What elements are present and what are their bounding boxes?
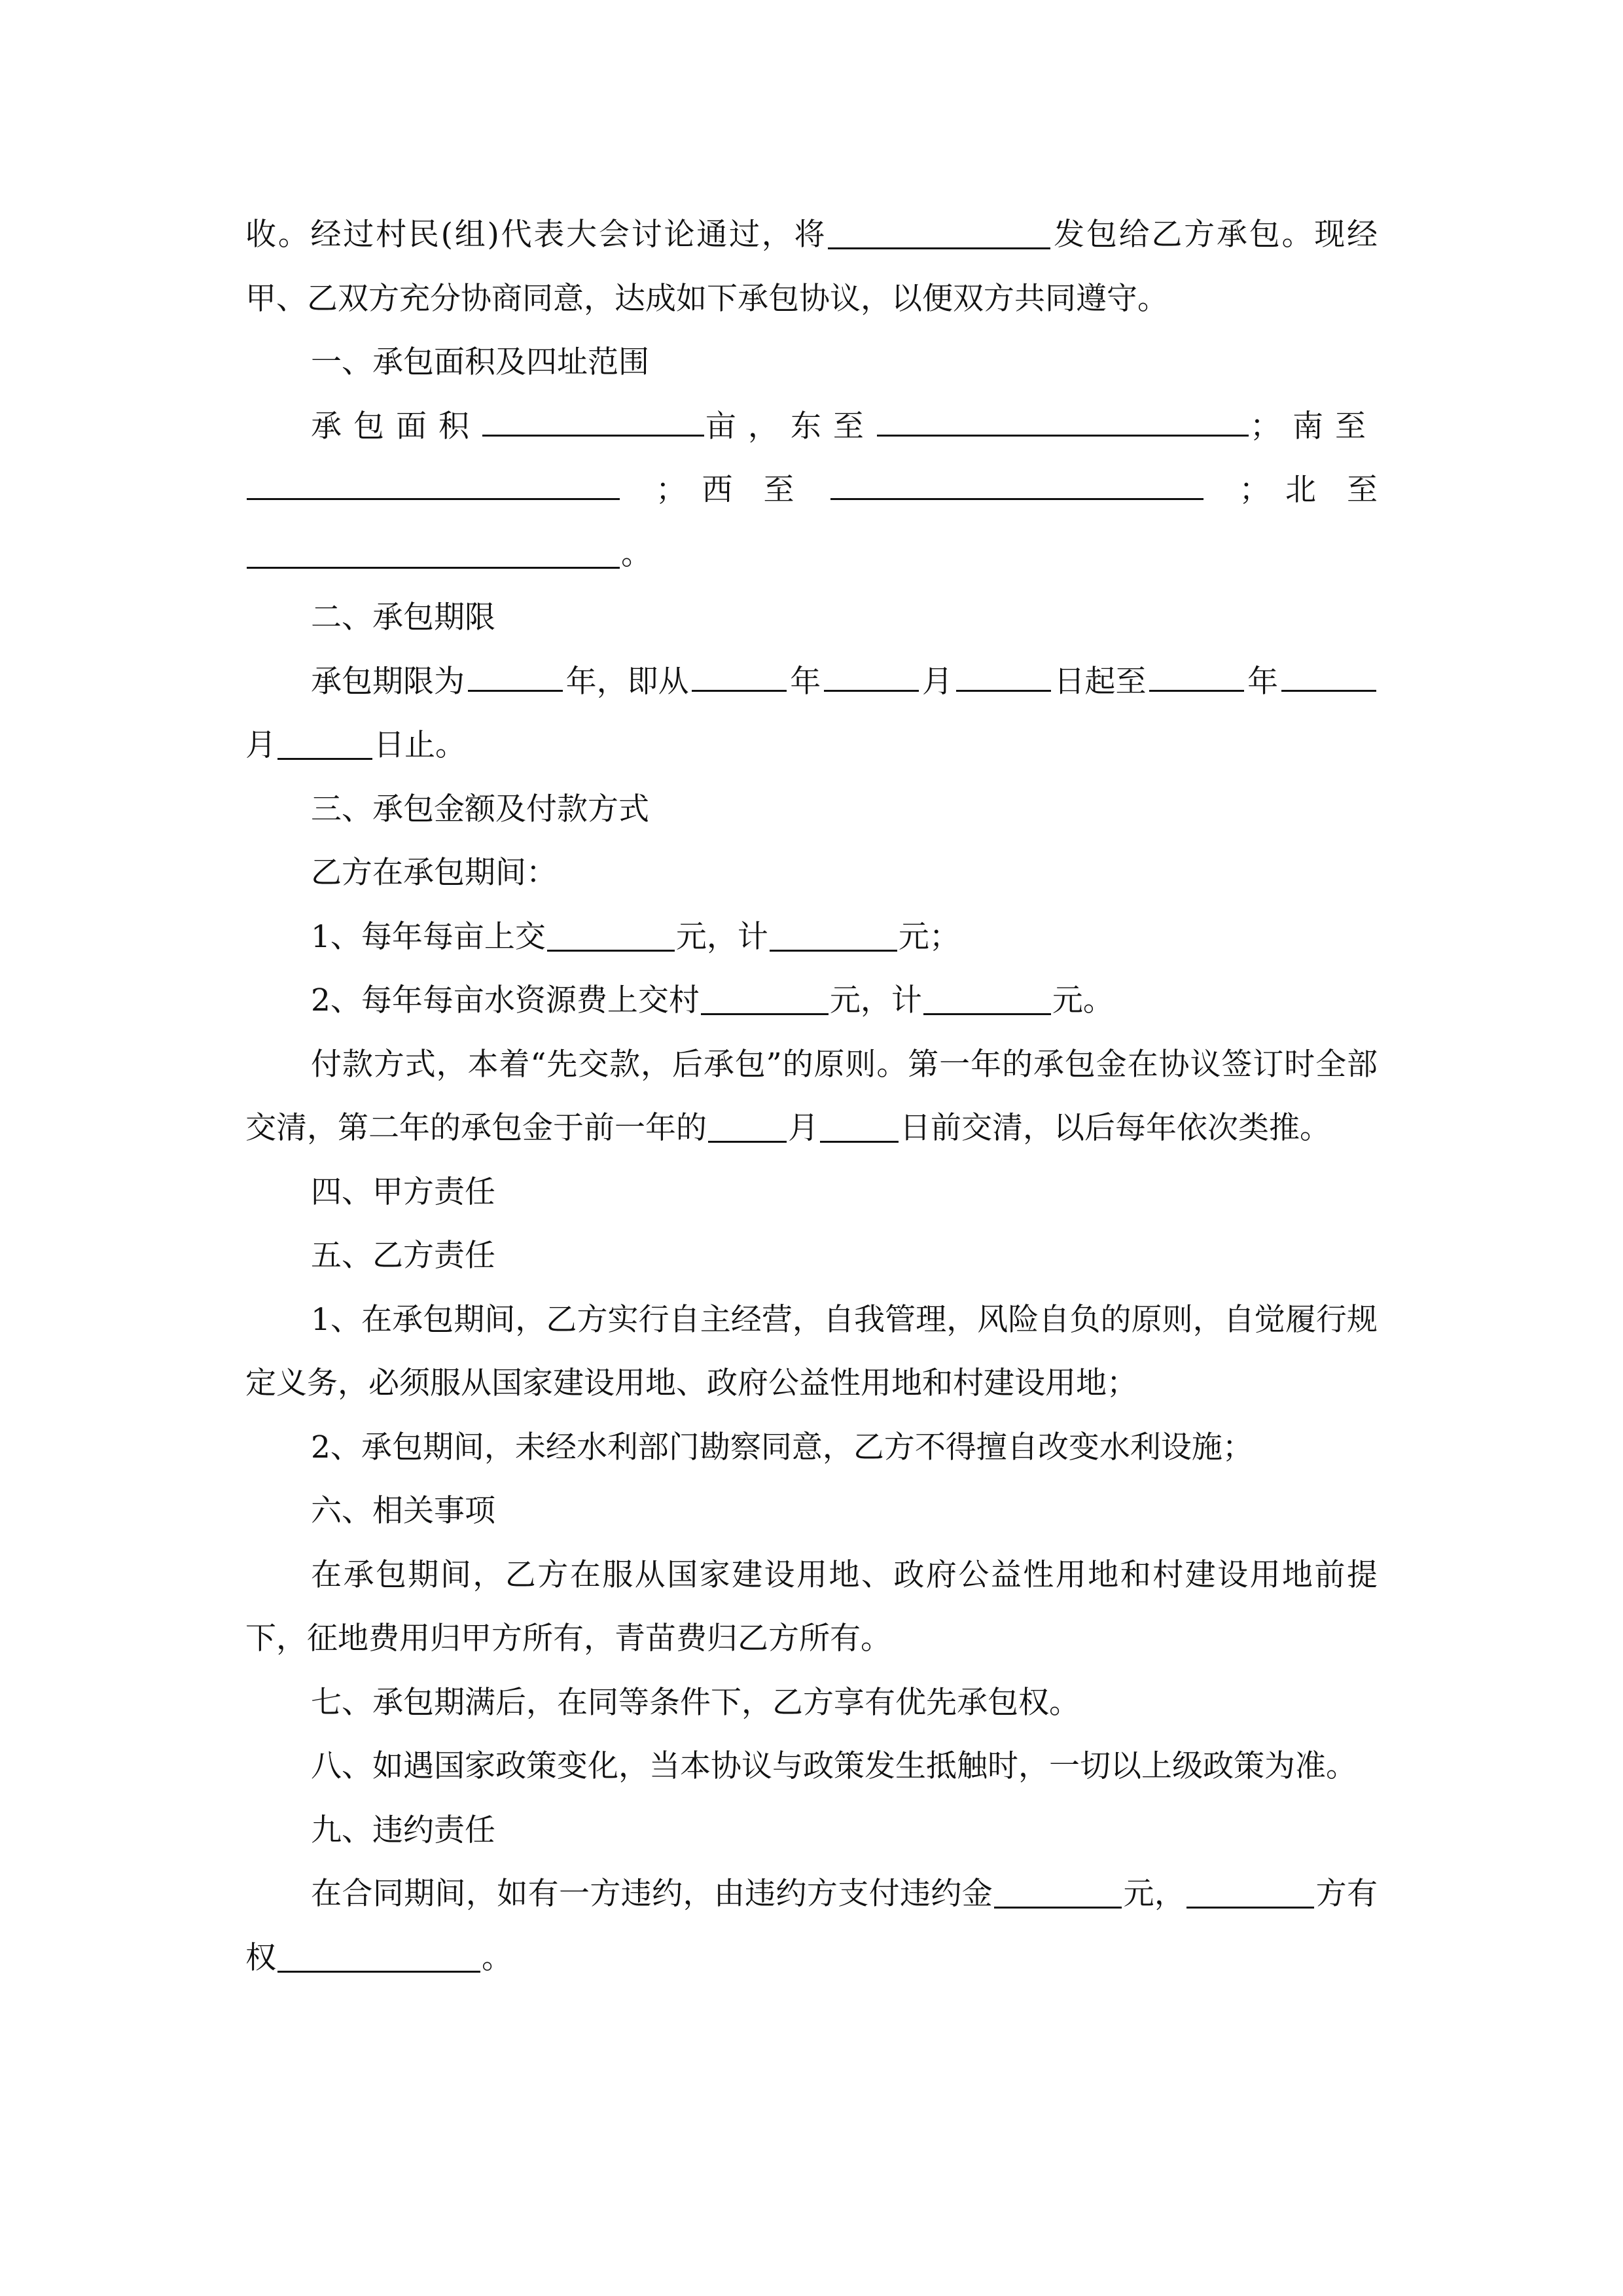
north-blank[interactable]: [247, 536, 620, 569]
right-blank[interactable]: [277, 1940, 480, 1973]
payment-paragraph: [245, 1033, 1378, 1160]
section-subtext: 乙方在承包期间：: [311, 855, 557, 891]
end-day-blank[interactable]: [277, 727, 372, 760]
payment-text: 月: [788, 1110, 819, 1146]
area-label: 承包面积: [311, 408, 481, 444]
section-heading: 一、承包面积及四址范围: [311, 344, 649, 380]
party-blank[interactable]: [1186, 1876, 1314, 1909]
east-label: 亩，东至: [705, 408, 876, 444]
fee-text: 元，计: [675, 918, 768, 955]
end-year-blank[interactable]: [1149, 659, 1244, 692]
start-month-blank[interactable]: [824, 659, 919, 692]
term-years-blank[interactable]: [468, 659, 563, 692]
breach-text: 元，: [1123, 1876, 1186, 1912]
term-text: 年: [1247, 663, 1279, 700]
west-blank[interactable]: [830, 467, 1204, 500]
payment-text: 付款方式，本着“先交款，后承包”的原则。第一年的承包金在协议签订时全部交清，第二年的承包金于前一年的: [245, 1046, 1378, 1146]
water-fee-per-mu-blank[interactable]: [701, 982, 829, 1015]
intro-text: 甲、乙双方充分协商同意，达成如下承包协议，以便双方共同遵守。: [245, 280, 1168, 317]
term-text: 日止。: [374, 727, 466, 763]
party-b-duty-2: 2、承包期间，未经水利部门勘察同意，乙方不得擅自改变水利设施；: [311, 1429, 1253, 1465]
term-text: 日起至: [1054, 663, 1147, 700]
term-text: 年，即从: [565, 663, 689, 700]
section-heading: 三、承包金额及付款方式: [311, 791, 649, 827]
contract-object-blank[interactable]: [828, 217, 1050, 249]
term-paragraph: [245, 650, 1378, 778]
term-text: 月: [921, 663, 953, 700]
period-mark: 。: [621, 535, 652, 572]
south-label: ；南至: [1250, 408, 1378, 444]
document-page: [245, 203, 1378, 1990]
breach-text: 方有权: [245, 1876, 1378, 1976]
breach-paragraph: [245, 1862, 1378, 1990]
breach-text: 。: [482, 1939, 512, 1976]
penalty-amount-blank[interactable]: [994, 1876, 1122, 1909]
payment-day-blank[interactable]: [820, 1110, 899, 1143]
water-fee-total-blank[interactable]: [923, 982, 1051, 1015]
section-heading: 七、承包期满后，在同等条件下，乙方享有优先承包权。: [311, 1684, 1080, 1721]
breach-text: 在合同期间，如有一方违约，由违约方支付违约金: [311, 1876, 993, 1912]
east-blank[interactable]: [877, 404, 1249, 437]
section-heading: 八、如遇国家政策变化，当本协议与政策发生抵触时，一切以上级政策为准。: [311, 1748, 1357, 1784]
south-blank[interactable]: [247, 467, 620, 500]
section-heading: 五、乙方责任: [311, 1238, 495, 1274]
fee-text: 元，计: [829, 982, 922, 1018]
fee-text: 元。: [1052, 982, 1114, 1018]
intro-text: 发包给乙方承包。现经: [1052, 217, 1378, 253]
start-day-blank[interactable]: [956, 659, 1051, 692]
section-heading: 六、相关事项: [311, 1493, 495, 1529]
fee-item-2: [245, 969, 1378, 1033]
term-text: 承包期限为: [311, 663, 465, 700]
section-heading: 四、甲方责任: [311, 1174, 495, 1210]
end-month-blank[interactable]: [1281, 659, 1376, 692]
north-label: ； 北 至: [1239, 472, 1378, 508]
section-heading: 二、承包期限: [311, 600, 495, 636]
fee-text: 元；: [898, 918, 960, 955]
west-label: ； 西 至: [656, 472, 794, 508]
fee-text: 1、每年每亩上交: [311, 918, 546, 955]
fee-text: 2、每年每亩水资源费上交村: [311, 982, 700, 1018]
party-b-duty-1: 1、在承包期间，乙方实行自主经营，自我管理，风险自负的原则，自觉履行规定义务，必须服从国家建设用地、政府公益性用地和村建设用地；: [245, 1301, 1378, 1401]
area-boundaries: [245, 395, 1378, 586]
intro-paragraph: [245, 203, 1378, 331]
payment-text: 日前交清，以后每年依次类推。: [900, 1110, 1330, 1146]
start-year-blank[interactable]: [692, 659, 787, 692]
term-text: 月: [245, 727, 276, 763]
payment-month-blank[interactable]: [708, 1110, 787, 1143]
related-matters-text: 在承包期间，乙方在服从国家建设用地、政府公益性用地和村建设用地前提下，征地费用归甲方所有，青苗费归乙方所有。: [245, 1556, 1378, 1657]
term-text: 年: [790, 663, 821, 700]
area-blank[interactable]: [482, 404, 704, 437]
fee-total-blank[interactable]: [770, 919, 897, 952]
fee-per-mu-blank[interactable]: [547, 919, 675, 952]
fee-item-1: [245, 905, 1378, 969]
section-heading: 九、违约责任: [311, 1812, 495, 1848]
intro-text: 收。经过村民(组)代表大会讨论通过，将: [245, 217, 827, 253]
